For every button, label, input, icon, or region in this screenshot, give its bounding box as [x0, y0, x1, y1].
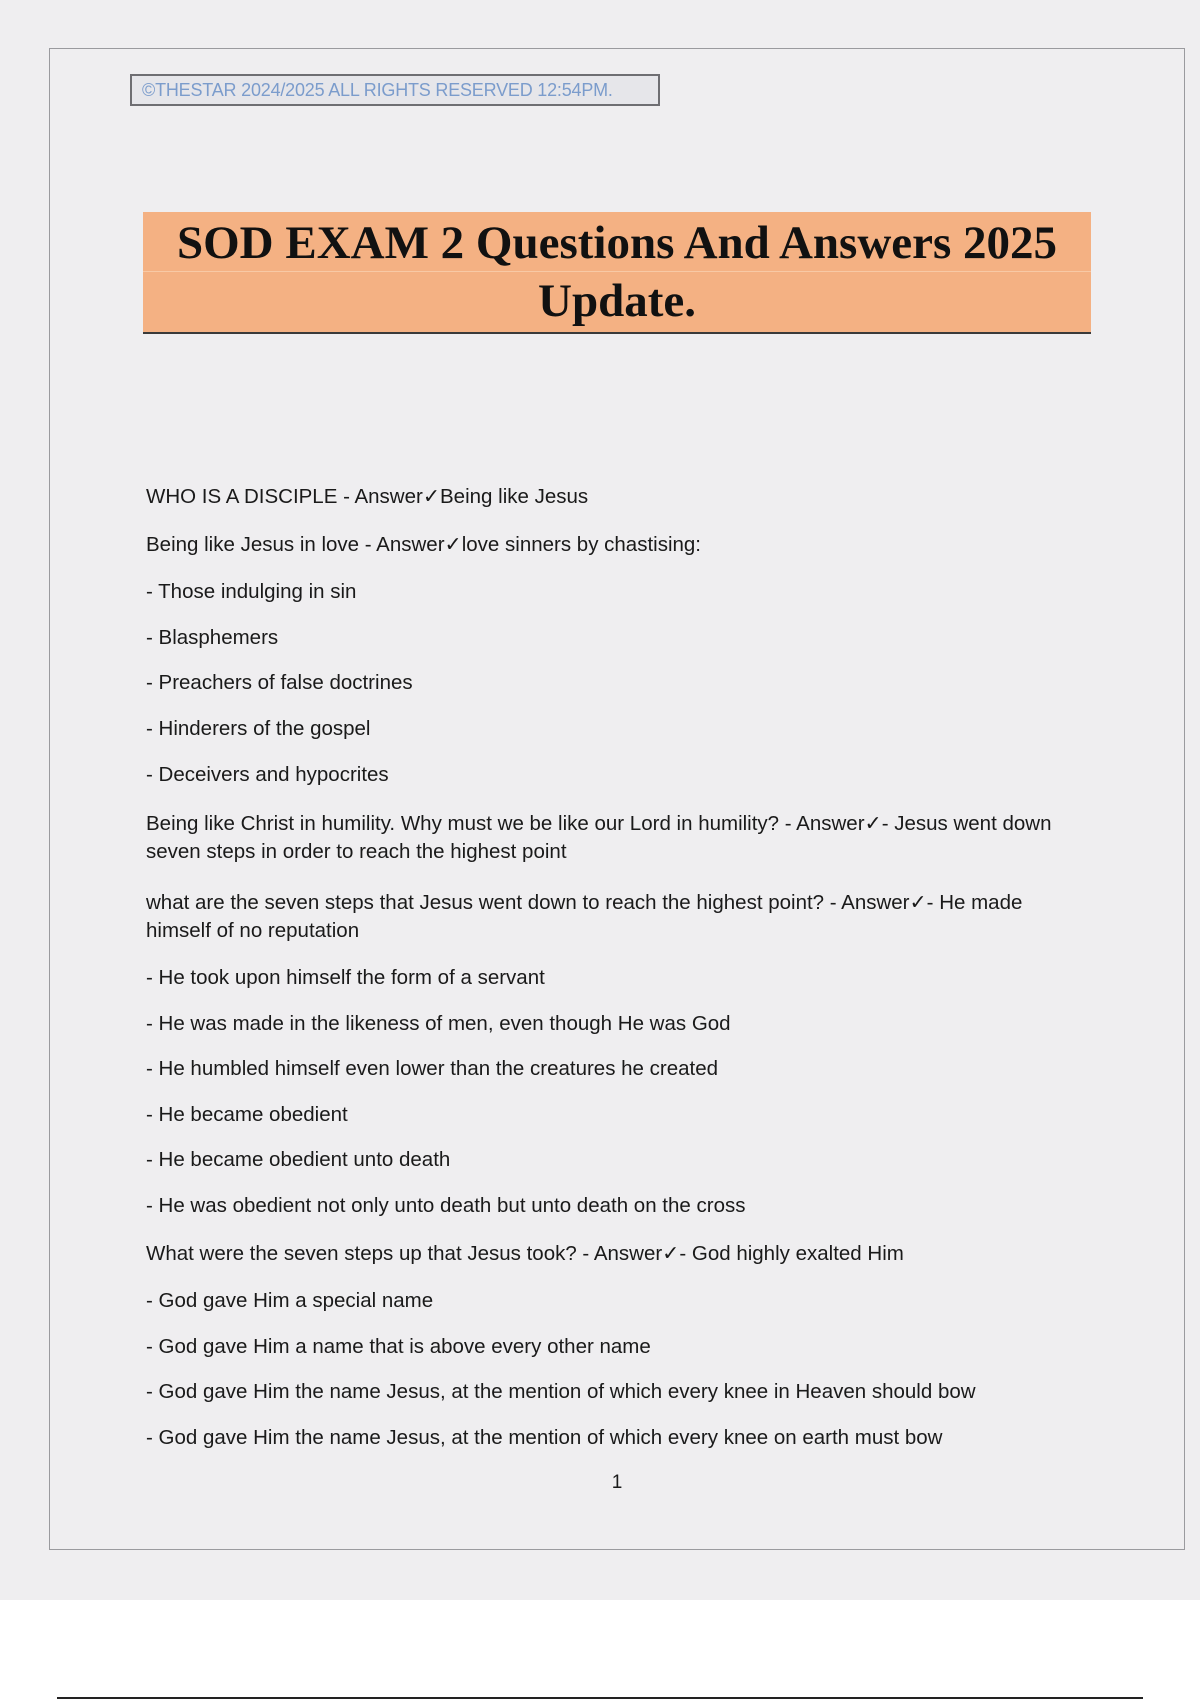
bullet-line: - He was obedient not only unto death but unto death on the cross: [146, 1194, 746, 1217]
document-title-block: [143, 212, 1091, 334]
bullet-line: - He became obedient: [146, 1103, 348, 1126]
bullet-line: - He became obedient unto death: [146, 1148, 451, 1171]
copyright-text: ©THESTAR 2024/2025 ALL RIGHTS RESERVED 12:54PM.: [142, 79, 613, 100]
bullet-line: - He took upon himself the form of a servant: [146, 966, 545, 989]
question-line: What were the seven steps up that Jesus took? - Answer✓- God highly exalted Him: [146, 1242, 904, 1265]
bullet-line: - Deceivers and hypocrites: [146, 763, 389, 786]
bullet-line: - God gave Him a name that is above every other name: [146, 1335, 651, 1358]
title-line-1: SOD EXAM 2 Questions And Answers 2025: [176, 217, 1058, 269]
bullet-line: - Preachers of false doctrines: [146, 671, 413, 694]
next-page-rule: [57, 1697, 1143, 1699]
bullet-line: - He was made in the likeness of men, even though He was God: [146, 1012, 731, 1035]
bullet-line: - God gave Him a special name: [146, 1289, 434, 1312]
question-line: Being like Christ in humility. Why must we be like our Lord in humility? - Answer✓- Jesus went down seven steps in order to reach the highest point: [146, 812, 1052, 863]
question-line: WHO IS A DISCIPLE - Answer✓Being like Jesus: [146, 485, 589, 508]
question-line: what are the seven steps that Jesus went down to reach the highest point? - Answer✓- He made himself of no reputation: [146, 891, 1023, 942]
bullet-line: - He humbled himself even lower than the creatures he created: [146, 1057, 719, 1080]
title-line-2: Update.: [538, 275, 696, 327]
bullet-line: - Blasphemers: [146, 626, 279, 649]
bullet-line: - Those indulging in sin: [146, 580, 357, 603]
copyright-banner: [130, 74, 660, 106]
bullet-line: - God gave Him the name Jesus, at the mention of which every knee on earth must bow: [146, 1426, 943, 1449]
page-number: 1: [611, 1472, 623, 1493]
document-title: [143, 212, 1091, 330]
question-line: Being like Jesus in love - Answer✓love sinners by chastising:: [146, 533, 701, 556]
bullet-line: - Hinderers of the gospel: [146, 717, 371, 740]
bullet-line: - God gave Him the name Jesus, at the mention of which every knee in Heaven should bow: [146, 1380, 976, 1403]
